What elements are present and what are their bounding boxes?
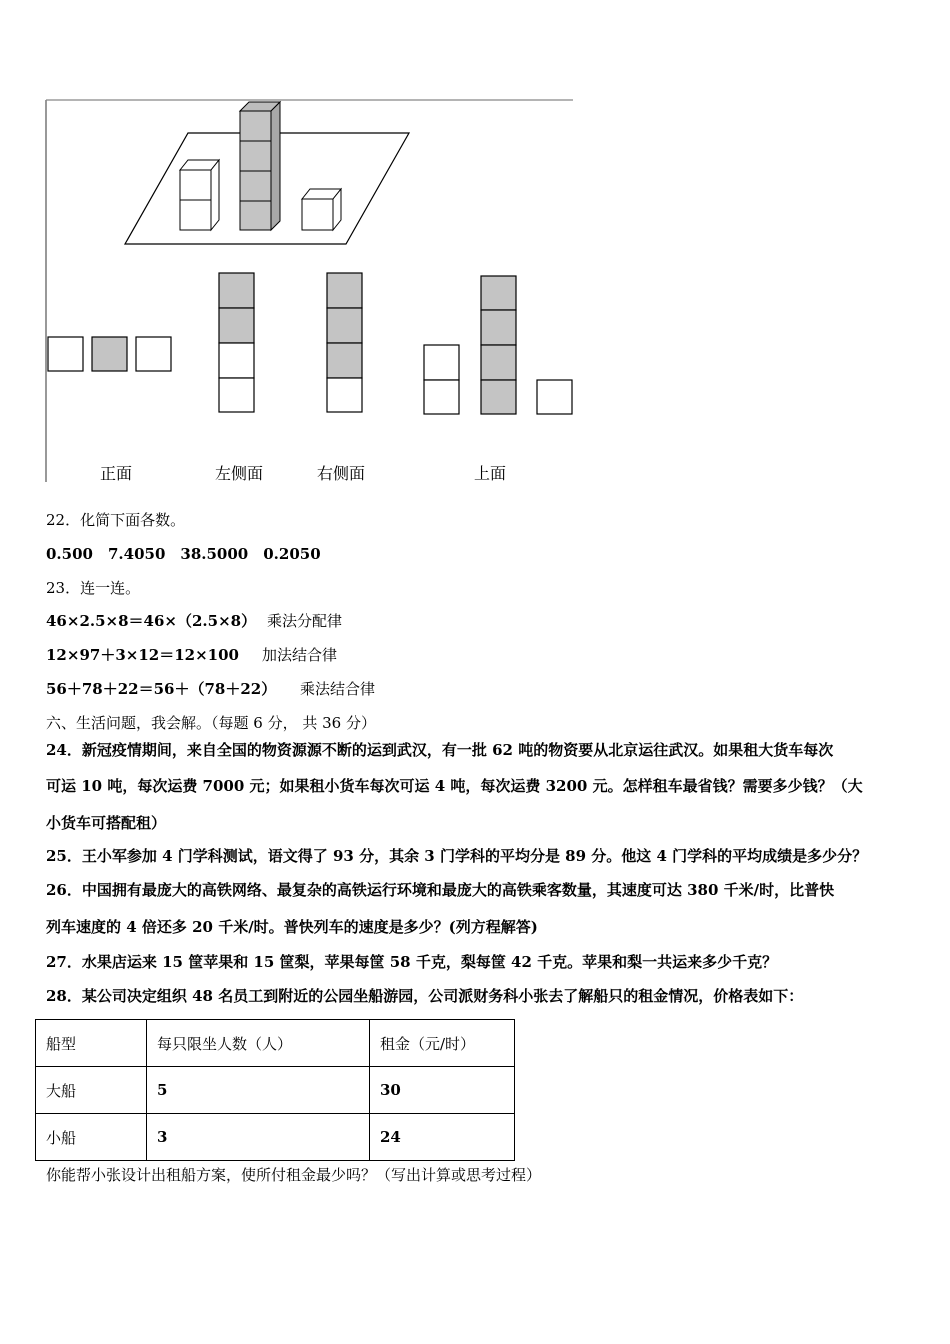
view-front [48, 337, 171, 371]
cube-views-figure [0, 0, 600, 500]
q22-numbers: 0.500 7.4050 38.5000 0.2050 [46, 545, 321, 563]
q23-row-2 [46, 645, 338, 665]
q24-line-2: 可运 10 吨，每次运费 7000 元；如果租小货车每次可运 4 吨，每次运费 3200 元。怎样租车最省钱？需要多少钱？（大 [46, 777, 863, 795]
view-label-left: 左侧面 [215, 464, 264, 483]
q23-row-1 [46, 611, 343, 631]
table-header-row [36, 1020, 515, 1067]
q23-expr-2: 12×97＋3×12＝12×100 [46, 646, 239, 664]
table-row [36, 1114, 515, 1161]
cube-stack-left [180, 160, 219, 230]
table-cell: 5 [147, 1067, 370, 1114]
q23-expr-3: 56＋78＋22＝56＋（78＋22） [46, 680, 277, 698]
view-top [424, 276, 572, 414]
q23-law-1: 乘法分配律 [267, 612, 343, 630]
q23-row-3 [46, 679, 376, 699]
boat-rental-table [35, 1019, 515, 1161]
q25-text: 25．王小军参加 4 门学科测试，语文得了 93 分，其余 3 门学科的平均分是 89 分。他这 4 门学科的平均成绩是多少分？ [46, 847, 868, 865]
q26-line-2: 列车速度的 4 倍还多 20 千米/时。普快列车的速度是多少？(列方程解答) [46, 918, 538, 936]
table-cell: 大船 [36, 1067, 147, 1114]
view-label-right: 右侧面 [317, 464, 366, 483]
q23-law-2: 加法结合律 [262, 646, 338, 664]
q23-law-3: 乘法结合律 [300, 680, 376, 698]
table-header-cell: 每只限坐人数（人） [147, 1020, 370, 1067]
q22-prompt: 22．化简下面各数。 [46, 511, 186, 529]
view-label-front: 正面 [100, 464, 133, 483]
table-header-cell: 船型 [36, 1020, 147, 1067]
q23-expr-1: 46×2.5×8＝46×（2.5×8） [46, 612, 257, 630]
q24-line-1: 24．新冠疫情期间，来自全国的物资源源不断的运到武汉，有一批 62 吨的物资要从北京运往武汉。如果租大货车每次 [46, 741, 834, 759]
section-6-heading: 六、生活问题，我会解。（每题 6 分， 共 36 分） [46, 714, 376, 732]
cube-stack-middle [240, 102, 280, 230]
q24-line-3: 小货车可搭配租） [46, 814, 167, 832]
view-left-side [219, 273, 254, 412]
table-header-cell: 租金（元/时） [370, 1020, 515, 1067]
view-right-side [327, 273, 362, 412]
q28-text: 28．某公司决定组织 48 名员工到附近的公园坐船游园，公司派财务科小张去了解船只的租金情况，价格表如下： [46, 987, 804, 1005]
table-cell: 30 [370, 1067, 515, 1114]
q28-question: 你能帮小张设计出租船方案，使所付租金最少吗？（写出计算或思考过程） [46, 1166, 542, 1184]
view-label-top: 上面 [474, 464, 507, 483]
q26-line-1: 26．中国拥有最庞大的高铁网络、最复杂的高铁运行环境和最庞大的高铁乘客数量，其速度可达 380 千米/时，比普快 [46, 881, 835, 899]
q27-text: 27．水果店运来 15 筐苹果和 15 筐梨，苹果每筐 58 千克，梨每筐 42 千克。苹果和梨一共运来多少千克？ [46, 953, 778, 971]
q23-prompt: 23．连一连。 [46, 579, 141, 597]
table-row [36, 1067, 515, 1114]
table-cell: 小船 [36, 1114, 147, 1161]
cube-single-right [302, 189, 341, 230]
table-cell: 24 [370, 1114, 515, 1161]
table-cell: 3 [147, 1114, 370, 1161]
